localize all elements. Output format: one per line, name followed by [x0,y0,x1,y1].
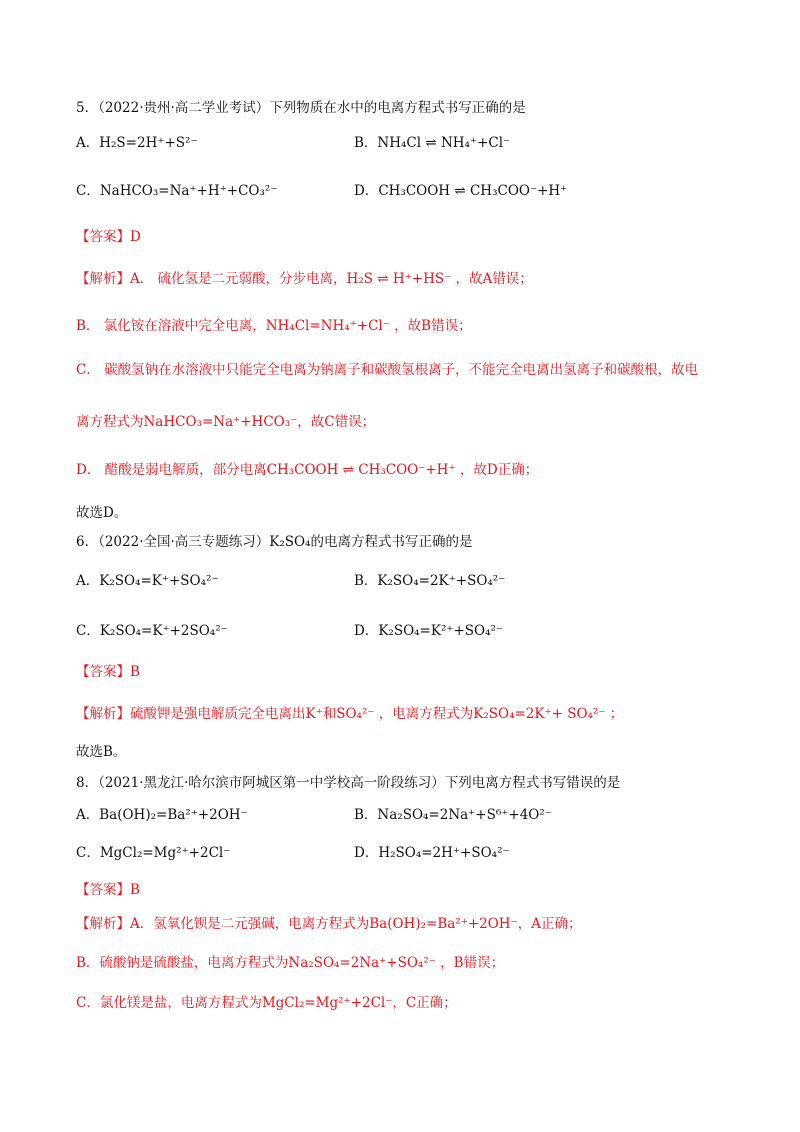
q8-explanation-c: C．氯化镁是盐，电离方程式为MgCl₂=Mg²⁺+2Cl⁻，C正确； [76,995,457,1011]
q8-option-b: B．Na₂SO₄=2Na⁺+S⁶⁺+4O²⁻ [354,807,552,823]
q5-option-d: D．CH₃COOH ⇌ CH₃COO⁻+H⁺ [354,183,568,199]
q5-explanation-c-line1: C． 碳酸氢钠在水溶液中只能完全电离为钠离子和碳酸氢根离子，不能完全电离出氢离子和碳酸根，故电 [76,362,699,378]
q5-explanation-c-line2: 离方程式为NaHCO₃=Na⁺+HCO₃⁻，故C错误； [76,414,376,430]
q6-option-d: D．K₂SO₄=K²⁺+SO₄²⁻ [354,623,504,639]
q5-option-c: C．NaHCO₃=Na⁺+H⁺+CO₃²⁻ [76,183,278,199]
q5-explanation-a: 【解析】A． 硫化氢是二元弱酸，分步电离，H₂S ⇌ H⁺+HS⁻ ，故A错误； [76,271,533,287]
q6-conclusion: 故选B。 [76,744,127,760]
q8-explanation-a: 【解析】A．氢氧化钡是二元强碱，电离方程式为Ba(OH)₂=Ba²⁺+2OH⁻，A正确； [76,916,582,932]
q8-option-d: D．H₂SO₄=2H⁺+SO₄²⁻ [354,845,510,861]
q6-stem: 6．（2022·全国·高三专题练习）K₂SO₄的电离方程式书写正确的是 [76,534,473,550]
q5-explanation-d: D． 醋酸是弱电解质，部分电离CH₃COOH ⇌ CH₃COO⁻+H⁺ ，故D正确； [76,462,539,478]
q5-explanation-b: B． 氯化铵在溶液中完全电离，NH₄Cl=NH₄⁺+Cl⁻ ，故B错误； [76,318,472,334]
q6-option-c: C．K₂SO₄=K⁺+2SO₄²⁻ [76,623,228,639]
q5-stem: 5．（2022·贵州·高二学业考试）下列物质在水中的电离方程式书写正确的是 [76,100,526,116]
q5-option-a: A．H₂S=2H⁺+S²⁻ [76,135,198,151]
q6-explanation: 【解析】硫酸钾是强电解质完全电离出K⁺和SO₄²⁻ ，电离方程式为K₂SO₄=2K⁺+ SO₄²⁻ ； [76,706,624,722]
q8-option-c: C．MgCl₂=Mg²⁺+2Cl⁻ [76,845,231,861]
q5-answer: 【答案】D [76,229,141,245]
q6-option-b: B．K₂SO₄=2K⁺+SO₄²⁻ [354,573,506,589]
q8-explanation-b: B．硫酸钠是硫酸盐，电离方程式为Na₂SO₄=2Na⁺+SO₄²⁻ ，B错误； [76,955,505,971]
q6-option-a: A．K₂SO₄=K⁺+SO₄²⁻ [76,573,219,589]
q8-option-a: A．Ba(OH)₂=Ba²⁺+2OH⁻ [76,807,248,823]
q5-option-b: B．NH₄Cl ⇌ NH₄⁺+Cl⁻ [354,135,511,151]
q8-stem: 8．（2021·黑龙江·哈尔滨市阿城区第一中学校高一阶段练习）下列电离方程式书写错误的是 [76,775,621,791]
q8-answer: 【答案】B [76,882,140,898]
q6-answer: 【答案】B [76,664,140,680]
q5-conclusion: 故选D。 [76,505,128,521]
